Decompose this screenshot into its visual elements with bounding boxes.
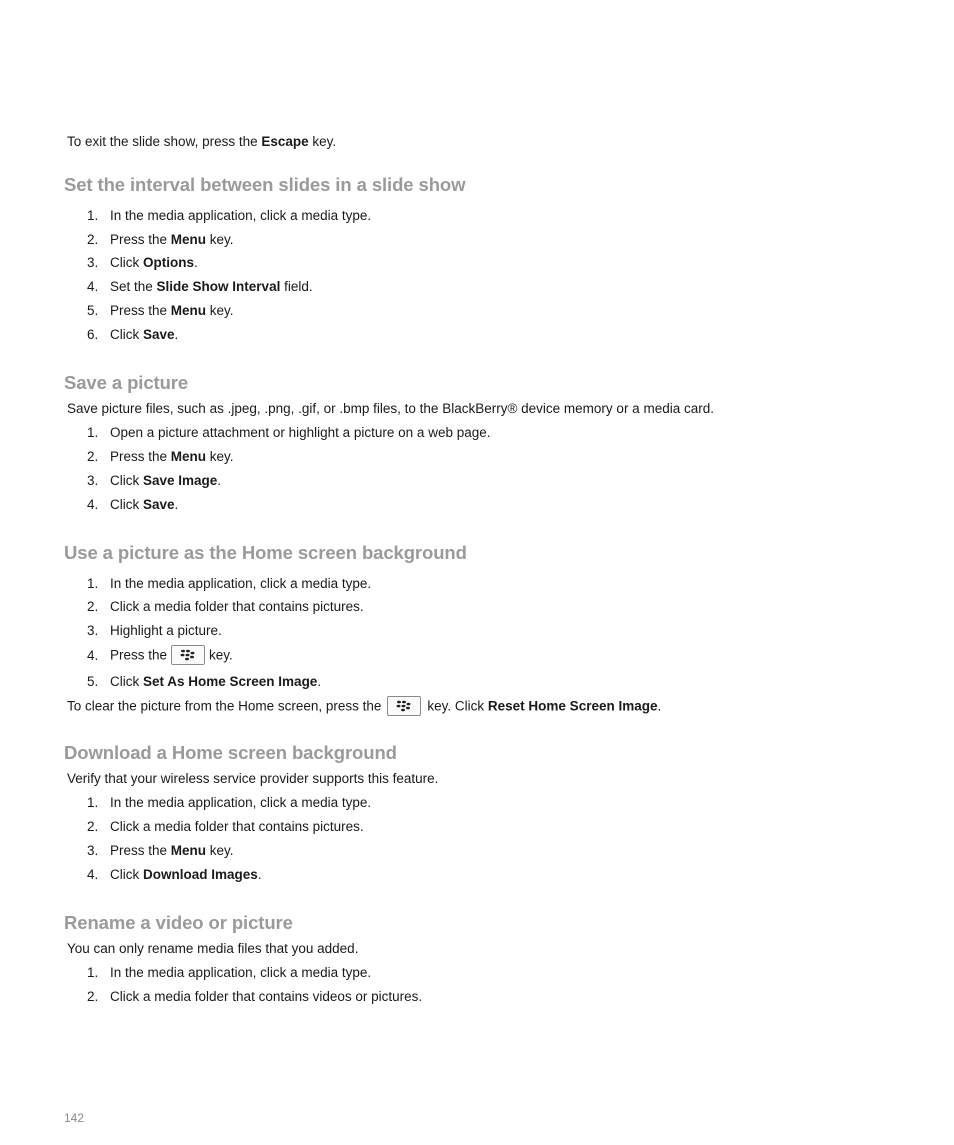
- blackberry-menu-key-icon: [387, 696, 421, 716]
- list-item: 3. Press the Menu key.: [87, 843, 234, 858]
- section-intro: Save picture files, such as .jpeg, .png, .gif, or .bmp files, to the BlackBerry® device memory or a media card.: [67, 401, 714, 416]
- section-heading-home-background: Use a picture as the Home screen background: [64, 542, 467, 563]
- blackberry-menu-key-icon: [171, 645, 205, 665]
- section-heading-rename: Rename a video or picture: [64, 912, 293, 933]
- list-item: 4. Click Download Images.: [87, 867, 262, 882]
- clear-picture-note: To clear the picture from the Home screen, press the key. Click Reset Home Screen Image.: [67, 697, 661, 717]
- list-item: 4. Set the Slide Show Interval field.: [87, 279, 313, 294]
- list-item: 4. Press the key.: [87, 646, 233, 666]
- list-item: 1. In the media application, click a media type.: [87, 795, 372, 810]
- list-item: 5. Click Set As Home Screen Image.: [87, 674, 322, 689]
- section-heading-download-background: Download a Home screen background: [64, 742, 397, 763]
- list-item: 3. Click Options.: [87, 255, 198, 270]
- list-item: 2. Click a media folder that contains pictures.: [87, 599, 364, 614]
- section-intro: Verify that your wireless service provider supports this feature.: [67, 771, 439, 786]
- list-item: 3. Click Save Image.: [87, 473, 222, 488]
- list-item: 2. Click a media folder that contains videos or pictures.: [87, 989, 423, 1004]
- list-item: 2. Click a media folder that contains pictures.: [87, 819, 364, 834]
- section-heading-slide-interval: Set the interval between slides in a slide show: [64, 174, 466, 195]
- list-item: 6. Click Save.: [87, 327, 179, 342]
- list-item: 1. Open a picture attachment or highlight a picture on a web page.: [87, 425, 491, 440]
- intro-paragraph: To exit the slide show, press the Escape key.: [67, 134, 337, 149]
- list-item: 2. Press the Menu key.: [87, 449, 234, 464]
- section-heading-save-picture: Save a picture: [64, 372, 189, 393]
- list-item: 1. In the media application, click a media type.: [87, 208, 372, 223]
- list-item: 3. Highlight a picture.: [87, 623, 222, 638]
- list-item: 5. Press the Menu key.: [87, 303, 234, 318]
- page-number: 142: [64, 1111, 85, 1125]
- list-item: 2. Press the Menu key.: [87, 232, 234, 247]
- section-intro: You can only rename media files that you added.: [67, 941, 359, 956]
- list-item: 1. In the media application, click a media type.: [87, 965, 372, 980]
- list-item: 1. In the media application, click a media type.: [87, 576, 372, 591]
- list-item: 4. Click Save.: [87, 497, 179, 512]
